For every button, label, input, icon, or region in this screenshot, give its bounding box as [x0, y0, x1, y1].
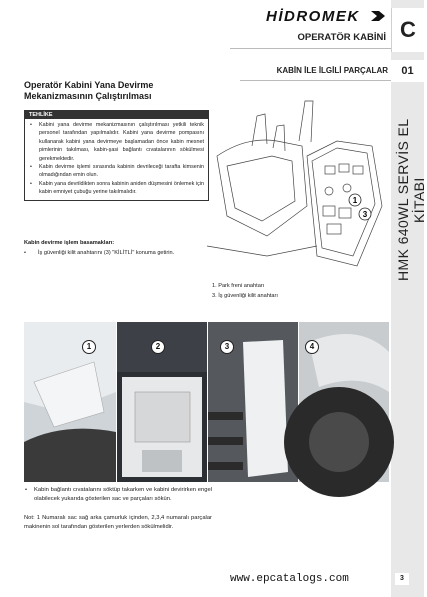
photo-cab-panel	[117, 322, 207, 482]
callout-3: 3	[362, 210, 368, 219]
photo-number: 2	[151, 340, 165, 354]
brand-logo: HİDROMEK	[266, 8, 360, 25]
header-divider	[230, 48, 391, 49]
photo-number: 4	[305, 340, 319, 354]
photo-number: 1	[82, 340, 96, 354]
subsection-title: KABİN İLE İLGİLİ PARÇALAR	[276, 66, 388, 75]
instruction-item: • Kabin bağlantı cıvatalarını söktüp takarken ve kabini devirirken engel olabilecek yukarıda gösterilen sac ve parçaları sökün.	[24, 486, 212, 505]
danger-title: TEHLİKE	[25, 111, 208, 119]
danger-item: • Kabini yana devirme mekanizmasının çalıştırılması yetkili teknik personel tarafından yapılmalıdır. Kabini yana devirme pompasını kullanarak kabini yana devirmeye başlamadan önce kabin mesnet pimlerinin takılması, kabin-şasi bağlantı cıvatalarının sökülmesi gerekmektedir.	[29, 121, 204, 163]
brand-mark-icon	[371, 11, 385, 21]
photo-side-step	[208, 322, 298, 482]
step-text: İş güvenliği kilit anahtarını (3) "KİLİTLİ" konuma getirin.	[38, 250, 175, 256]
footer-url[interactable]: www.epcatalogs.com	[230, 573, 349, 585]
subsection-number: 01	[391, 60, 424, 82]
danger-box	[24, 110, 209, 201]
figure-caption-1: 1. Park freni anahtarı	[212, 283, 265, 289]
note-text: Not: 1 Numaralı sac sağ arka çamurluk içinden, 2,3,4 numaralı parçalar makinenin sol tarafından gösterilen yerlerden sökülmelidir.	[24, 515, 212, 531]
figure-caption-3: 3. İş güvenliği kilit anahtarı	[212, 293, 278, 299]
step-item: • İş güvenliği kilit anahtarını (3) "KİLİTLİ" konuma getirin.	[24, 250, 175, 256]
danger-item: • Kabin devirme işlemi sırasında kabinin devrileceği tarafta kimsenin olmadığından emin olun.	[29, 163, 204, 180]
callout-1: 1	[352, 196, 358, 205]
page-number: 3	[395, 573, 409, 585]
page-heading: Operatör Kabini Yana Devirme Mekanizmasının Çalıştırılması	[24, 80, 154, 101]
photo-number: 3	[220, 340, 234, 354]
steps-title: Kabin devirme işlem basamakları:	[24, 240, 115, 246]
manual-title-vertical: HMK 640WL SERVİS EL KİTABI	[395, 118, 427, 282]
photo-wheel-cover	[299, 322, 389, 482]
photo-fender-cover	[24, 322, 116, 482]
chapter-sidebar	[391, 0, 427, 597]
cab-controls-illustration	[207, 96, 390, 276]
instruction-list	[24, 486, 212, 505]
subsection-divider	[240, 80, 391, 81]
danger-item: • Kabin yana devrildikten sonra kabinin aniden düşmesini önlemek için kabin emniyet çubuğu yerine takılmalıdır.	[29, 180, 204, 197]
chapter-letter: C	[391, 8, 424, 52]
section-title: OPERATÖR KABİNİ	[297, 32, 386, 43]
